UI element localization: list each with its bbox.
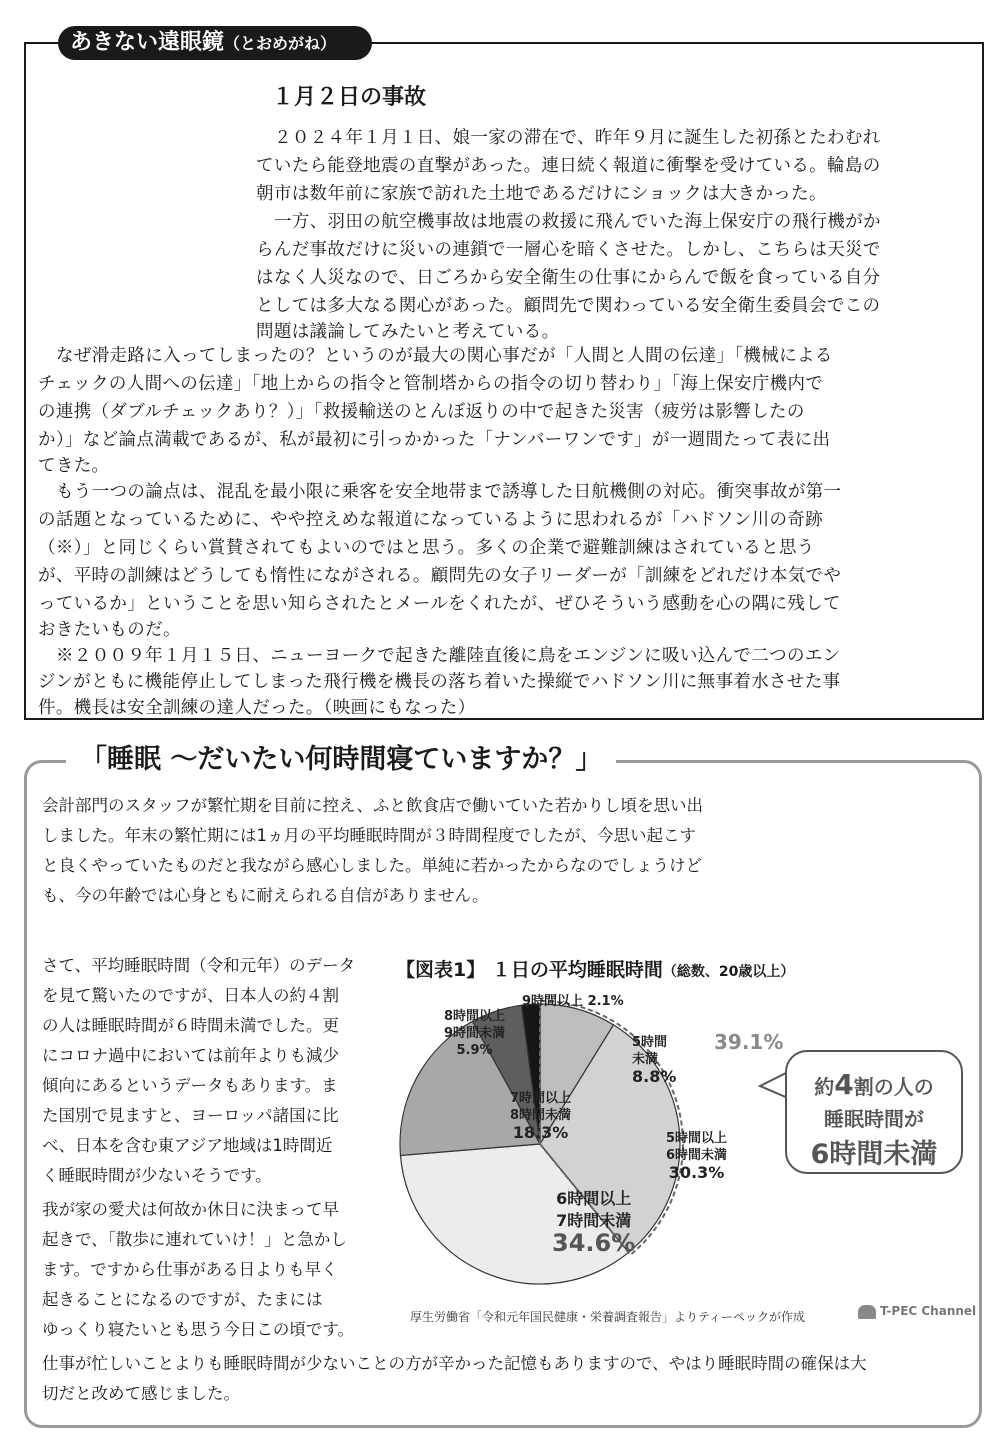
article-line: か）」など論点満載であるが、私が最初に引っかかった「ナンバーワンです」が一週間たって表に出 [38, 430, 831, 450]
body-line: を見て驚いたのですが、日本人の約４割 [42, 986, 339, 1005]
slice-label-7to8 [510, 1090, 571, 1141]
article-line: もう一つの論点は、混乱を最小限に乗客を安全地帯まで誘導した日航機側の対応。衝突事故が第一 [56, 482, 842, 502]
label-value: 5.9% [456, 1043, 493, 1058]
article-line: てきた。 [38, 456, 110, 476]
article-line: ていたら能登地震の直撃があった。連日続く報道に衝撃を受けている。輪島の [256, 156, 881, 176]
label-value: 34.6% [552, 1229, 636, 1257]
body-line: にコロナ過中においては前年よりも減少 [42, 1046, 339, 1065]
closing-line: 仕事が忙しいことよりも睡眠時間が少ないことの方が辛かった記憶もありますので、やはり睡眠時間の確保は大 [42, 1354, 867, 1373]
body-line: 起きで、「散歩に連れていけ！」と急かし [42, 1230, 347, 1249]
article-title: １月２日の事故 [272, 85, 427, 110]
label-line: 7時間未満 [556, 1211, 632, 1230]
logo-icon [858, 1305, 876, 1319]
chart-source: 厚生労働省「令和元年国民健康・栄養調査報告」よりティーペックが作成 [410, 1310, 806, 1324]
label-line: 6時間以上 [556, 1189, 632, 1208]
slice-label-6to7 [552, 1188, 636, 1257]
body-line: 傾向にあるというデータもあります。ま [42, 1076, 338, 1095]
chart-subtitle: （総数、20歳以上） [662, 964, 795, 980]
slice-label-8to9 [444, 1008, 505, 1059]
body-line: く睡眠時間が少ないそうです。 [42, 1166, 272, 1185]
callout-text: 割の人の [853, 1075, 934, 1099]
article-footnote-line: ジンがともに機能停止してしまった飛行機を機長の落ち着いた操縦でハドソン川に無事着水させた事 [38, 672, 841, 692]
body-line: ゆっくり寝たいとも思う今日この頃です。 [42, 1320, 355, 1339]
column-title-reading: （とおめがね） [224, 34, 337, 53]
logo-text: T-PEC Channel [880, 1304, 977, 1318]
article-line: 一方、羽田の航空機事故は地震の救援に飛んでいた海上保安庁の飛行機がか [274, 212, 881, 232]
label-line: 8時間以上 [444, 1009, 506, 1024]
under6-total: 39.1% [714, 1030, 784, 1054]
article-line: の連携（ダブルチェックあり？）」「救援輸送のとんぼ返りの中で起きた災害（疲労は影響したの [38, 402, 805, 422]
callout-number: 4 [834, 1068, 854, 1101]
article-line: の話題となっているために、やや控えめな報道になっているように思われるが「ハドソン川の奇跡 [38, 510, 824, 530]
intro-line: も、今の年齢では心身ともに耐えられる自信がありません。 [42, 886, 489, 905]
article-footnote-line: ※２００９年１月１５日、ニューヨークで起きた離陸直後に鳥をエンジンに吸い込んで二つのエン [56, 646, 841, 666]
label-value: 8.8% [632, 1067, 677, 1086]
article-line: 問題は議論してみたいと考えている。 [256, 322, 560, 342]
closing-line: 切だと改めて感じました。 [42, 1384, 240, 1403]
label-line: 6時間未満 [666, 1148, 728, 1163]
article-line: ２０２４年１月１日、娘一家の滞在で、昨年９月に誕生した初孫とたわむれ [274, 128, 881, 148]
callout-line1 [787, 1068, 961, 1101]
body-line: さて、平均睡眠時間（令和元年）のデータ [42, 956, 356, 975]
body-line: の人は睡眠時間が６時間未満でした。更 [42, 1016, 339, 1035]
label-value: 30.3% [668, 1163, 725, 1182]
callout-text: 約 [814, 1075, 835, 1099]
article-line: （※）」と同じくらい賞賛されてもよいのではと思う。多くの企業で避難訓練はされていると思う [38, 538, 815, 558]
slice-label-under5 [632, 1034, 676, 1085]
intro-line: と良くやっていたものだと我ながら感心しました。単純に若かったからなのでしょうけど [42, 856, 702, 875]
label-line: 8時間未満 [510, 1108, 572, 1123]
article-line: が、平時の訓練はどうしても惰性にながされる。顧問先の女子リーダーが「訓練をどれだけ本気でや [38, 566, 842, 586]
label-line: 5時間 [632, 1035, 668, 1050]
body-line: 我が家の愛犬は何故か休日に決まって早 [42, 1200, 339, 1219]
column-header-tab [58, 26, 372, 60]
sleep-article-title: 「睡眠 ～だいたい何時間寝ていますか？」 [66, 740, 616, 780]
slice-label-over9: 9時間以上 2.1% [522, 994, 624, 1009]
label-line: 9時間未満 [444, 1026, 506, 1041]
article-line: チェックの人間への伝達」「地上からの指令と管制塔からの指令の切り替わり」「海上保安庁機内で [38, 374, 824, 394]
article-line: っているか」ということを思い知らされたとメールをくれたが、ぜひそういう感動を心の隅に残して [38, 594, 841, 614]
brand-logo [858, 1304, 976, 1319]
article-line: おきたいものだ。 [38, 620, 181, 640]
article-line: なぜ滑走路に入ってしまったの？というのが最大の関心事だが「人間と人間の伝達」「機械による [56, 346, 833, 366]
article-line: としては多大なる関心があった。顧問先で関わっている安全衛生委員会でこの [256, 296, 881, 316]
intro-line: しました。年末の繁忙期には1ヵ月の平均睡眠時間が３時間程度でしたが、今思い起こす [42, 826, 696, 845]
slice-label-5to6 [666, 1130, 727, 1181]
body-line: ます。ですから仕事がある日よりも早く [42, 1260, 338, 1279]
label-line: 5時間以上 [666, 1131, 728, 1146]
callout-line2: 睡眠時間が [824, 1107, 924, 1131]
intro-line: 会計部門のスタッフが繁忙期を目前に控え、ふと飲食店で働いていた若かりし頃を思い出 [42, 796, 703, 815]
body-line: べ、日本を含む東アジア地域は1時間近 [42, 1136, 333, 1155]
article-line: はなく人災なので、日ごろから安全衛生の仕事にからんで飯を食っている自分 [256, 268, 881, 288]
article-footnote-line: 件。機長は安全訓練の達人だった。（映画にもなった） [38, 698, 476, 718]
article-line: らんだ事故だけに災いの連鎖で一層心を暗くさせた。しかし、こちらは天災で [256, 240, 881, 260]
body-line: 起きることになるのですが、たまには [42, 1290, 323, 1309]
callout-line3: 6時間未満 [810, 1139, 938, 1170]
label-value: 18.3% [512, 1123, 569, 1142]
chart-title-text: 【図表1】 １日の平均睡眠時間 [396, 959, 663, 981]
body-line: た国別で見ますと、ヨーロッパ諸国に比 [42, 1106, 339, 1125]
article-line: 朝市は数年前に家族で訪れた土地であるだけにショックは大きかった。 [256, 184, 827, 204]
label-line: 7時間以上 [510, 1091, 572, 1106]
callout-bubble [785, 1050, 963, 1174]
column-title: あきない遠眼鏡 [70, 30, 225, 55]
label-line: 未満 [632, 1052, 659, 1067]
chart-title [396, 955, 794, 982]
